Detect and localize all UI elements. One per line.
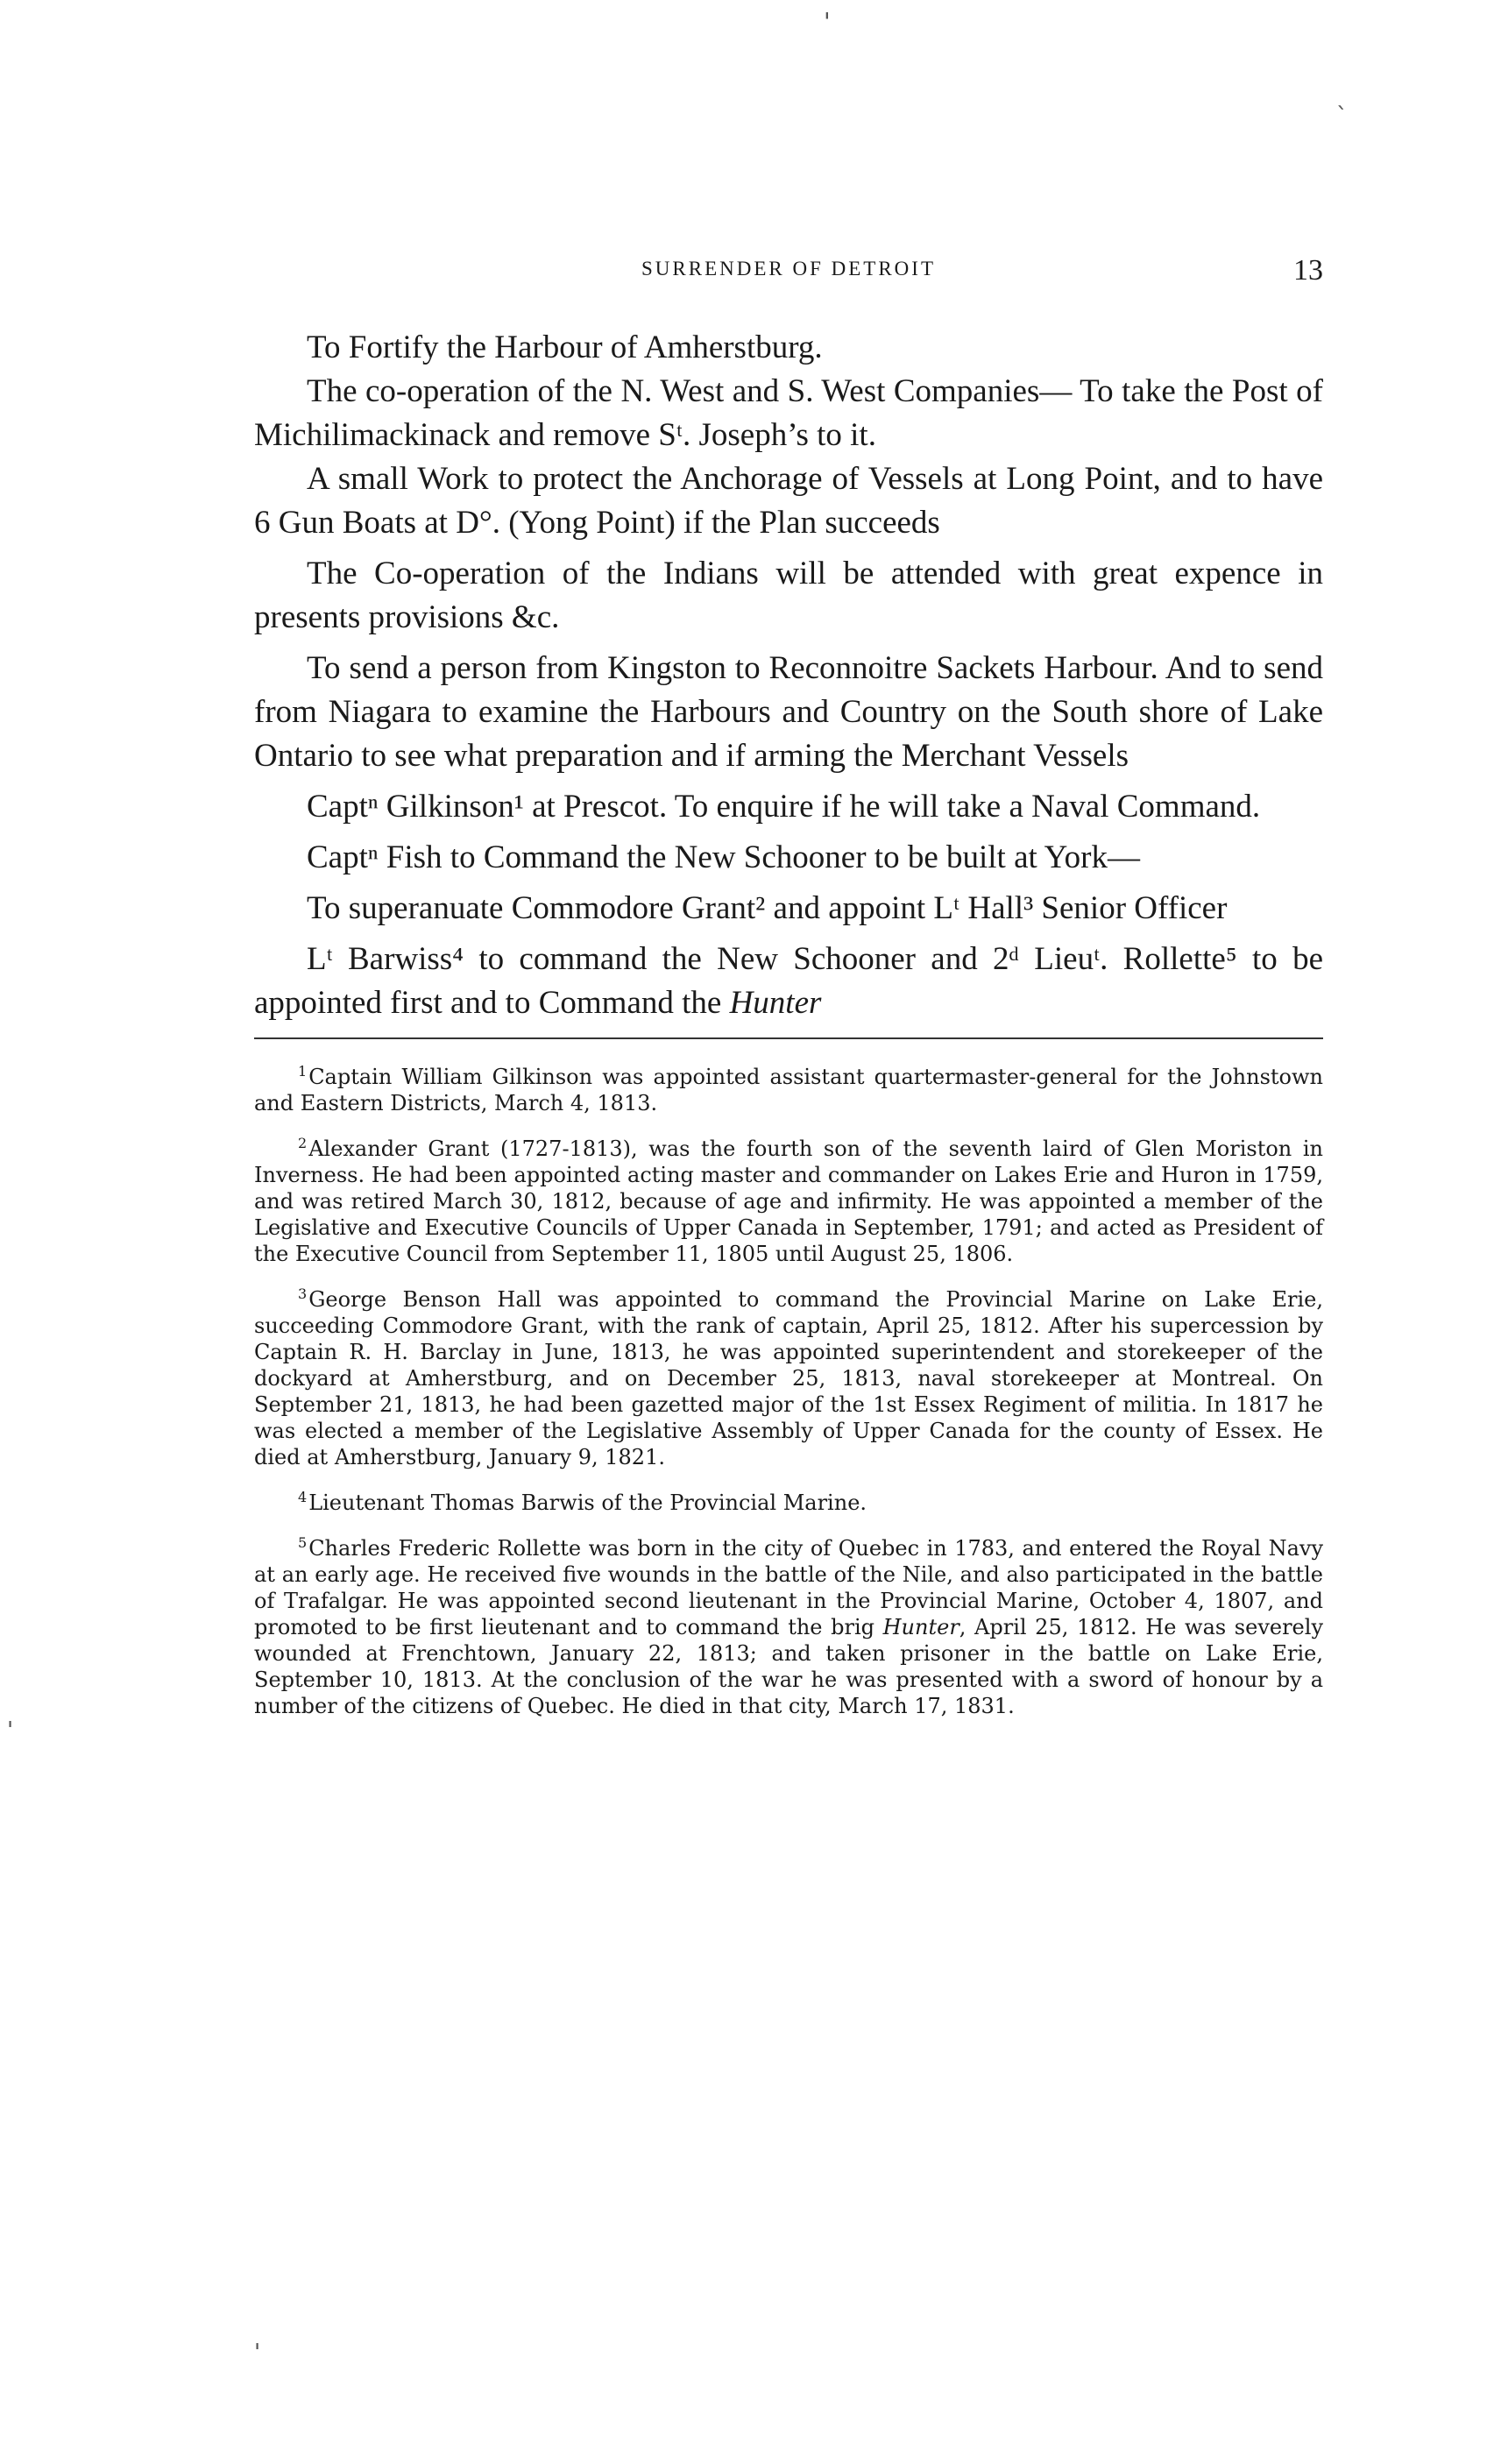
footnote-number: 1 <box>298 1063 308 1080</box>
footnote-1 <box>254 1059 1323 1116</box>
paragraph: The co-operation of the N. West and S. West Companies— To take the Post of Michilimackinack and remove Sᵗ. Joseph’s to it. <box>254 373 1323 453</box>
paragraph: To superanuate Commodore Grant² and appoint Lᵗ Hall³ Senior Officer <box>307 890 1228 926</box>
footnote-5 <box>254 1530 1323 1719</box>
paragraph: Captⁿ Gilkinson¹ at Prescot. To enquire if he will take a Naval Command. <box>307 789 1261 825</box>
footnote-3 <box>254 1281 1323 1470</box>
footnote-text: Captain William Gilkinson was appointed assistant quartermaster-general for the Johnstown and Eastern Districts, March 4, 1813. <box>254 1065 1323 1115</box>
page-header <box>254 254 1323 289</box>
footnote-text: Charles Frederic Rollette was born in the city of Quebec in 1783, and entered the Royal Navy at an early age. He received five wounds in the battle of the Nile, and also participated in the battle of Trafalgar. He was appointed second lieutenant in the Provincial Marine, October 4, 1807, and promoted to be first lieutenant and to command the brig <box>254 1536 1323 1639</box>
stray-mark-bottom: ' <box>254 2340 261 2366</box>
footnote-text: Lieutenant Thomas Barwis of the Provincial Marine. <box>308 1490 867 1515</box>
stray-mark-top-right: ` <box>1336 103 1348 130</box>
footnote-number: 4 <box>298 1489 308 1505</box>
footnote-number: 3 <box>298 1285 308 1302</box>
paragraph: A small Work to protect the Anchorage of Vessels at Long Point, and to have 6 Gun Boats at D°. (Yong Point) if the Plan succeeds <box>254 461 1323 541</box>
footnote-4 <box>254 1484 1323 1516</box>
main-text <box>254 326 1323 1025</box>
paragraph: To Fortify the Harbour of Amherstburg. <box>307 329 823 365</box>
stray-mark-top: ' <box>824 7 831 36</box>
footnote-2 <box>254 1130 1323 1267</box>
paragraph: To send a person from Kingston to Reconnoitre Sackets Harbour. And to send from Niagara to examine the Harbours and Country on the South shore of Lake Ontario to see what preparation and if arming the Merchant Vessels <box>254 650 1323 774</box>
ship-name-italic: Hunter <box>882 1615 959 1639</box>
running-head: SURRENDER OF DETROIT <box>641 258 936 280</box>
stray-mark-left: ' <box>7 1717 14 1744</box>
ship-name-italic: Hunter <box>729 985 822 1021</box>
paragraph-text: Lᵗ Barwiss⁴ to command the New Schooner and 2ᵈ Lieuᵗ. Rollette⁵ to be appointed first and to Command the <box>254 941 1323 1021</box>
footnote-text: Alexander Grant (1727-1813), was the fourth son of the seventh laird of Glen Moriston in Inverness. He had been appointed acting master and commander on Lakes Erie and Huron in 1759, and was retired March 30, 1812, because of age and infirmity. He was appointed a member of the Legislative and Executive Councils of Upper Canada in September, 1791; and acted as President of the Executive Council from September 11, 1805 until August 25, 1806. <box>254 1136 1323 1266</box>
footnote-text: George Benson Hall was appointed to command the Provincial Marine on Lake Erie, succeeding Commodore Grant, with the rank of captain, April 25, 1812. After his supercession by Captain R. H. Barclay in June, 1813, he was appointed superintendent and storekeeper of the dockyard at Amherstburg, and on December 25, 1813, naval storekeeper at Montreal. On September 21, 1813, he had been gazetted major of the 1st Essex Regiment of militia. In 1817 he was elected a member of the Legislative Assembly of Upper Canada for the county of Essex. He died at Amherstburg, January 9, 1821. <box>254 1287 1323 1469</box>
footnote-number: 2 <box>298 1135 308 1151</box>
page-number: 13 <box>1293 254 1323 287</box>
paragraph-last <box>254 938 1323 1025</box>
footnote-text-continued: , April 25, 1812. He was severely wounded at Frenchtown, January 22, 1813; and taken prisoner in the battle on Lake Erie, September 10, 1813. At the conclusion of the war he was presented with a sword of honour by a number of the citizens of Quebec. He died in that city, March 17, 1831. <box>254 1615 1323 1718</box>
paragraph: Captⁿ Fish to Command the New Schooner to be built at York— <box>307 839 1140 875</box>
book-page <box>254 254 1323 1733</box>
footnotes <box>254 1059 1323 1719</box>
footnote-rule <box>254 1037 1323 1039</box>
footnote-number: 5 <box>298 1534 308 1551</box>
paragraph: The Co-operation of the Indians will be attended with great expence in presents provisions &c. <box>254 556 1323 635</box>
